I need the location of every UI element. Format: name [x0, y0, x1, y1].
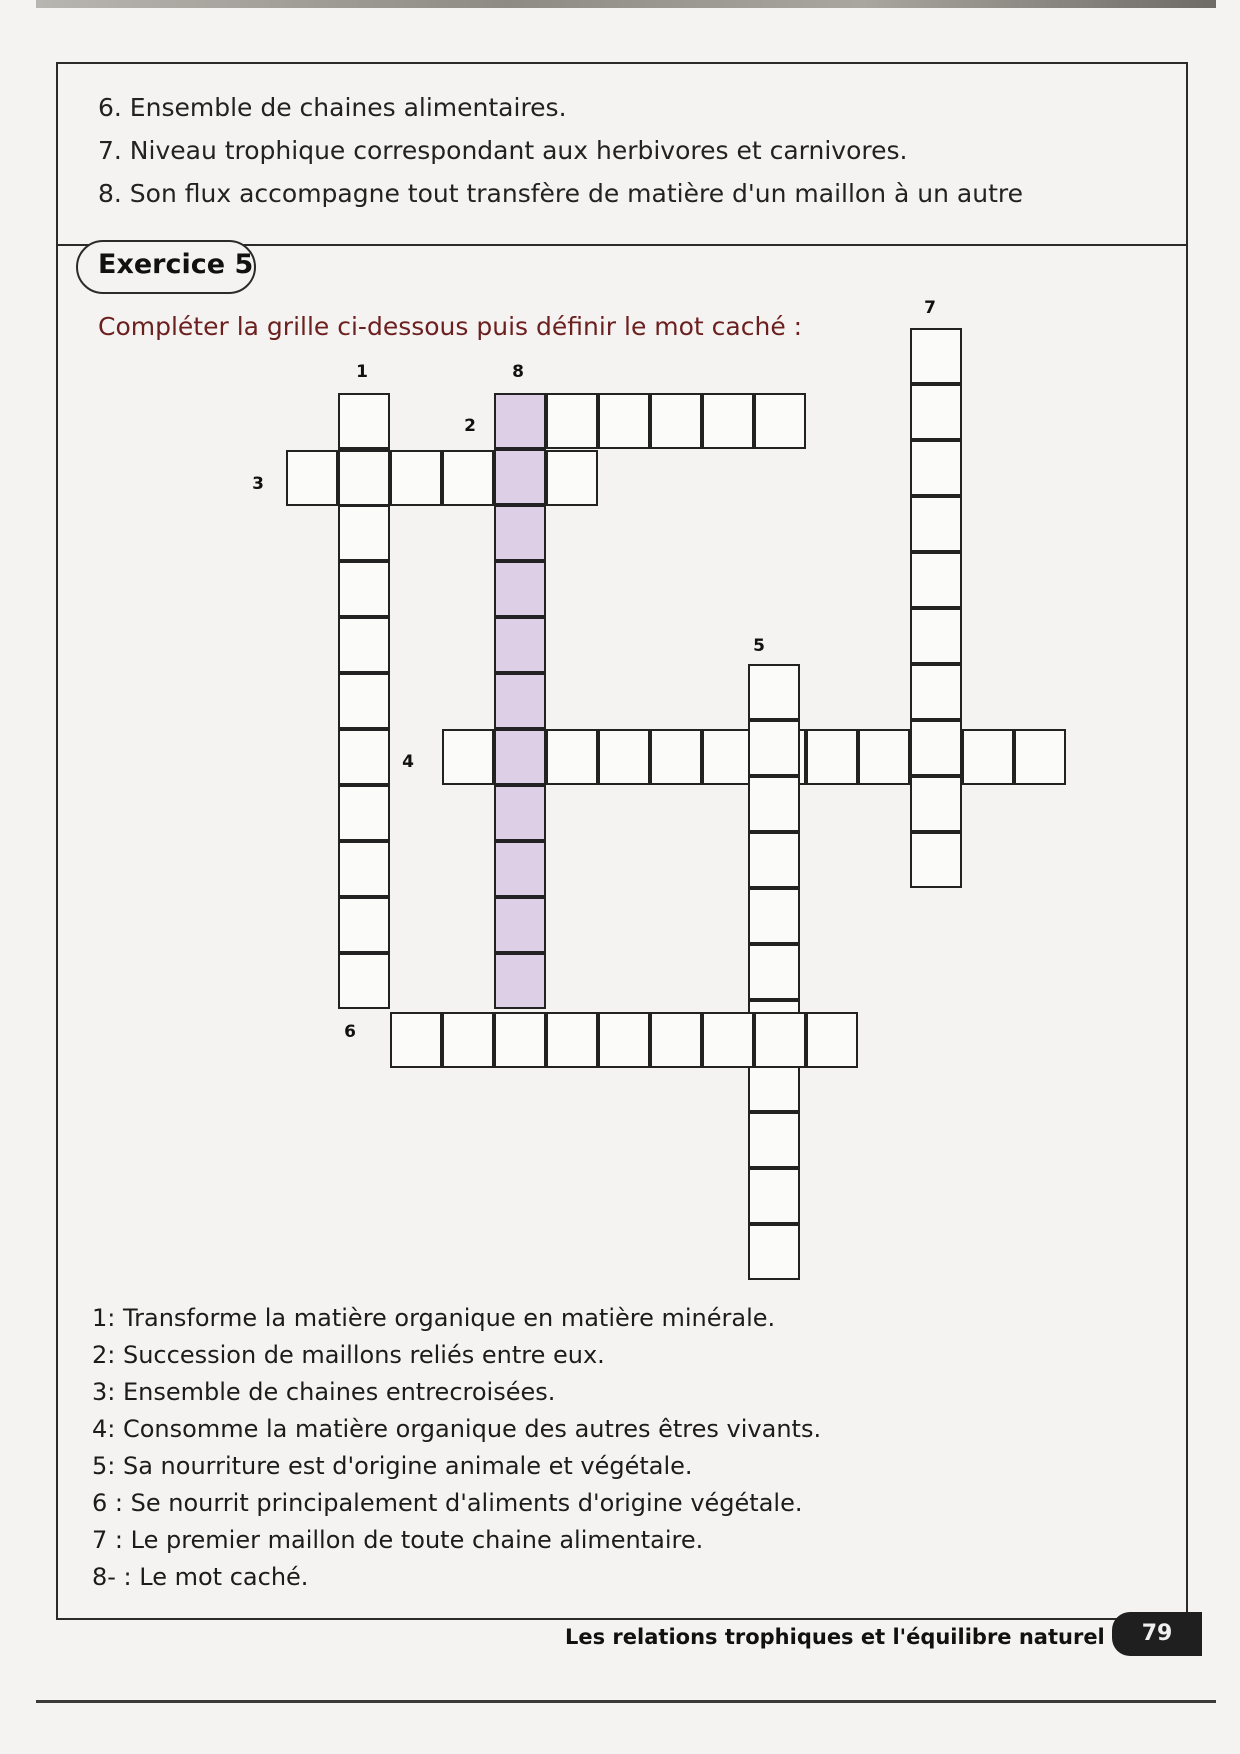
grid-number-2: 2 — [464, 416, 476, 436]
crossword-cell-5[interactable] — [748, 888, 800, 944]
clue-7: 7 : Le premier maillon de toute chaine alimentaire. — [92, 1526, 704, 1554]
crossword-cell-3[interactable] — [442, 450, 494, 506]
previous-clue: 7. Niveau trophique correspondant aux herbivores et carnivores. — [98, 136, 908, 165]
crossword-cell-7[interactable] — [910, 776, 962, 832]
clue-3: 3: Ensemble de chaines entrecroisées. — [92, 1378, 556, 1406]
crossword-cell-6[interactable] — [754, 1012, 806, 1068]
crossword-cell-1[interactable] — [338, 785, 390, 841]
crossword-cell-1[interactable] — [338, 953, 390, 1009]
crossword-cell-8[interactable] — [494, 897, 546, 953]
top-page-edge — [36, 0, 1216, 8]
previous-exercise-clues — [98, 86, 1023, 215]
crossword-cell-4[interactable] — [702, 729, 754, 785]
crossword-cell-4[interactable] — [806, 729, 858, 785]
crossword-cell-4[interactable] — [650, 729, 702, 785]
crossword-cell-7[interactable] — [910, 328, 962, 384]
crossword-cell-2[interactable] — [754, 393, 806, 449]
crossword-cell-5[interactable] — [748, 1112, 800, 1168]
crossword-cell-4[interactable] — [546, 729, 598, 785]
previous-clue: 8. Son flux accompagne tout transfère de matière d'un maillon à un autre — [98, 179, 1023, 208]
crossword-cell-2[interactable] — [702, 393, 754, 449]
crossword-cell-7[interactable] — [910, 384, 962, 440]
crossword-cell-5[interactable] — [748, 776, 800, 832]
crossword-cell-7[interactable] — [910, 552, 962, 608]
crossword-cell-8[interactable] — [494, 393, 546, 449]
grid-number-6: 6 — [344, 1022, 356, 1042]
crossword-cell-4[interactable] — [1014, 729, 1066, 785]
grid-number-1: 1 — [356, 362, 368, 382]
crossword-cell-1[interactable] — [338, 505, 390, 561]
bottom-page-edge — [36, 1700, 1216, 1703]
crossword-cell-4[interactable] — [962, 729, 1014, 785]
crossword-cell-6[interactable] — [650, 1012, 702, 1068]
crossword-cell-5[interactable] — [748, 720, 800, 776]
crossword-cell-5[interactable] — [748, 832, 800, 888]
clue-2: 2: Succession de maillons reliés entre eux. — [92, 1341, 605, 1369]
crossword-cell-7[interactable] — [910, 664, 962, 720]
crossword-cell-5[interactable] — [748, 664, 800, 720]
crossword-cell-6[interactable] — [702, 1012, 754, 1068]
crossword-cell-8[interactable] — [494, 729, 546, 785]
crossword-cell-6[interactable] — [390, 1012, 442, 1068]
crossword-cell-3[interactable] — [390, 450, 442, 506]
crossword-cell-5[interactable] — [748, 1168, 800, 1224]
crossword-cell-4[interactable] — [598, 729, 650, 785]
crossword-cell-1[interactable] — [338, 393, 390, 449]
crossword-cell-5[interactable] — [748, 1224, 800, 1280]
crossword-cell-7[interactable] — [910, 720, 962, 776]
grid-number-3: 3 — [252, 474, 264, 494]
crossword-cell-6[interactable] — [442, 1012, 494, 1068]
crossword-cell-4[interactable] — [442, 729, 494, 785]
crossword-cell-6[interactable] — [598, 1012, 650, 1068]
crossword-cell-2[interactable] — [650, 393, 702, 449]
crossword-cell-7[interactable] — [910, 608, 962, 664]
chapter-title: Les relations trophiques et l'équilibre naturel — [565, 1625, 1105, 1649]
grid-number-5: 5 — [753, 636, 765, 656]
crossword-cell-1[interactable] — [338, 561, 390, 617]
crossword-cell-1[interactable] — [338, 897, 390, 953]
clue-8: 8- : Le mot caché. — [92, 1563, 309, 1591]
clue-1: 1: Transforme la matière organique en matière minérale. — [92, 1304, 776, 1332]
crossword-cell-8[interactable] — [494, 561, 546, 617]
grid-number-4: 4 — [402, 752, 414, 772]
previous-clue: 6. Ensemble de chaines alimentaires. — [98, 93, 567, 122]
crossword-cell-3[interactable] — [286, 450, 338, 506]
clue-6: 6 : Se nourrit principalement d'aliments d'origine végétale. — [92, 1489, 803, 1517]
exercise-instruction: Compléter la grille ci-dessous puis définir le mot caché : — [98, 312, 803, 341]
crossword-cell-8[interactable] — [494, 841, 546, 897]
crossword-cell-1[interactable] — [338, 617, 390, 673]
crossword-cell-5[interactable] — [748, 944, 800, 1000]
crossword-cell-2[interactable] — [546, 393, 598, 449]
crossword-cell-1[interactable] — [338, 729, 390, 785]
crossword-cell-8[interactable] — [494, 449, 546, 505]
grid-number-7: 7 — [924, 298, 936, 318]
crossword-cell-8[interactable] — [494, 953, 546, 1009]
crossword-cell-8[interactable] — [494, 673, 546, 729]
crossword-cell-1[interactable] — [338, 841, 390, 897]
crossword-cell-8[interactable] — [494, 617, 546, 673]
crossword-cell-3[interactable] — [546, 450, 598, 506]
exercise-title: Exercice 5 — [98, 249, 254, 280]
page-number: 79 — [1112, 1612, 1202, 1656]
crossword-cell-8[interactable] — [494, 505, 546, 561]
crossword-cell-2[interactable] — [598, 393, 650, 449]
clue-4: 4: Consomme la matière organique des autres êtres vivants. — [92, 1415, 822, 1443]
crossword-clues — [92, 1300, 821, 1596]
crossword-cell-6[interactable] — [546, 1012, 598, 1068]
crossword-cell-8[interactable] — [494, 785, 546, 841]
crossword-cell-7[interactable] — [910, 832, 962, 888]
crossword-cell-6[interactable] — [494, 1012, 546, 1068]
crossword-cell-1[interactable] — [338, 673, 390, 729]
crossword-cell-4[interactable] — [858, 729, 910, 785]
grid-number-8: 8 — [512, 362, 524, 382]
clue-5: 5: Sa nourriture est d'origine animale et végétale. — [92, 1452, 693, 1480]
crossword-cell-6[interactable] — [806, 1012, 858, 1068]
crossword-cell-3[interactable] — [338, 450, 390, 506]
crossword-cell-7[interactable] — [910, 496, 962, 552]
crossword-cell-7[interactable] — [910, 440, 962, 496]
